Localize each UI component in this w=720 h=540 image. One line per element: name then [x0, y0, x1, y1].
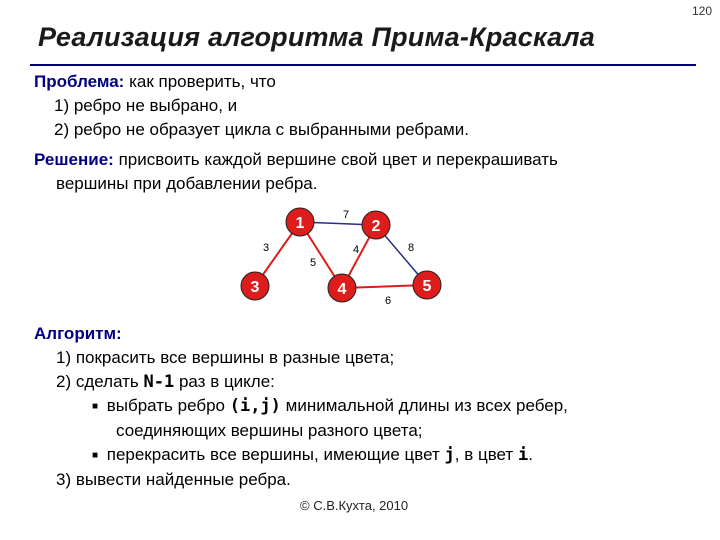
- vertex-label: 5: [422, 278, 432, 295]
- step2-text-end: раз в цикле:: [174, 372, 275, 391]
- vertex-5: [413, 271, 441, 299]
- edge-weight-2-4: 4: [353, 244, 360, 256]
- problem-section: [34, 70, 469, 142]
- slide-title: Реализация алгоритма Прима-Краскала: [38, 22, 595, 52]
- problem-item: 1) ребро не выбрано, и: [54, 96, 238, 115]
- vertex-4: [328, 274, 356, 302]
- vertex-label: 1: [295, 215, 305, 232]
- edge-weight-1-2: 7: [343, 209, 350, 221]
- solution-section: [34, 148, 558, 196]
- problem-label: Проблема:: [34, 72, 125, 91]
- substep1-text-end: минимальной длины из всех ребер,: [280, 396, 568, 415]
- substep2-text-end: .: [528, 445, 533, 464]
- footer-copyright: © С.В.Кухта, 2010: [300, 498, 409, 513]
- substep2-text: перекрасить все вершины, имеющие цвет: [106, 445, 445, 464]
- substep2-text-mid: , в цвет: [454, 445, 518, 464]
- solution-text: присвоить каждой вершине свой цвет и перекрашивать: [113, 150, 558, 169]
- algorithm-step-3: 3) вывести найденные ребра.: [56, 470, 291, 489]
- problem-intro: как проверить, что: [124, 72, 276, 91]
- vertex-2: [362, 211, 390, 239]
- code-n-minus-1: N-1: [143, 372, 175, 392]
- graph-diagram: [230, 200, 460, 310]
- algorithm-substep-1-cont: соединяющих вершины разного цвета;: [116, 421, 423, 440]
- code-ij: (i,j): [229, 396, 281, 416]
- edge-weight-1-4: 5: [310, 257, 317, 269]
- bullet-icon: ■: [92, 450, 99, 461]
- algorithm-label: Алгоритм:: [34, 324, 122, 343]
- code-i: i: [517, 445, 529, 465]
- vertex-1: [286, 208, 314, 236]
- algorithm-step-1: 1) покрасить все вершины в разные цвета;: [56, 348, 395, 367]
- vertex-3: [241, 272, 269, 300]
- algorithm-substep-1: [34, 394, 568, 419]
- vertex-label: 3: [250, 279, 260, 296]
- edge-weight-4-5: 6: [385, 295, 392, 307]
- edge-weight-2-5: 8: [408, 242, 415, 254]
- step2-text: 2) сделать: [56, 372, 144, 391]
- code-j: j: [444, 445, 455, 465]
- title-divider: [30, 64, 696, 66]
- solution-label: Решение:: [34, 150, 114, 169]
- problem-item: 2) ребро не образует цикла с выбранными ребрами.: [54, 120, 469, 139]
- bullet-icon: ■: [92, 401, 99, 412]
- vertex-label: 2: [371, 218, 381, 235]
- solution-text-cont: вершины при добавлении ребра.: [56, 174, 318, 193]
- algorithm-substep-2: [34, 443, 568, 468]
- vertex-label: 4: [337, 281, 347, 298]
- page-number: 120: [691, 4, 712, 18]
- algorithm-section: [34, 322, 568, 492]
- edge-weight-1-3: 3: [263, 242, 270, 254]
- algorithm-step-2: [34, 370, 568, 394]
- substep1-text: выбрать ребро: [106, 396, 230, 415]
